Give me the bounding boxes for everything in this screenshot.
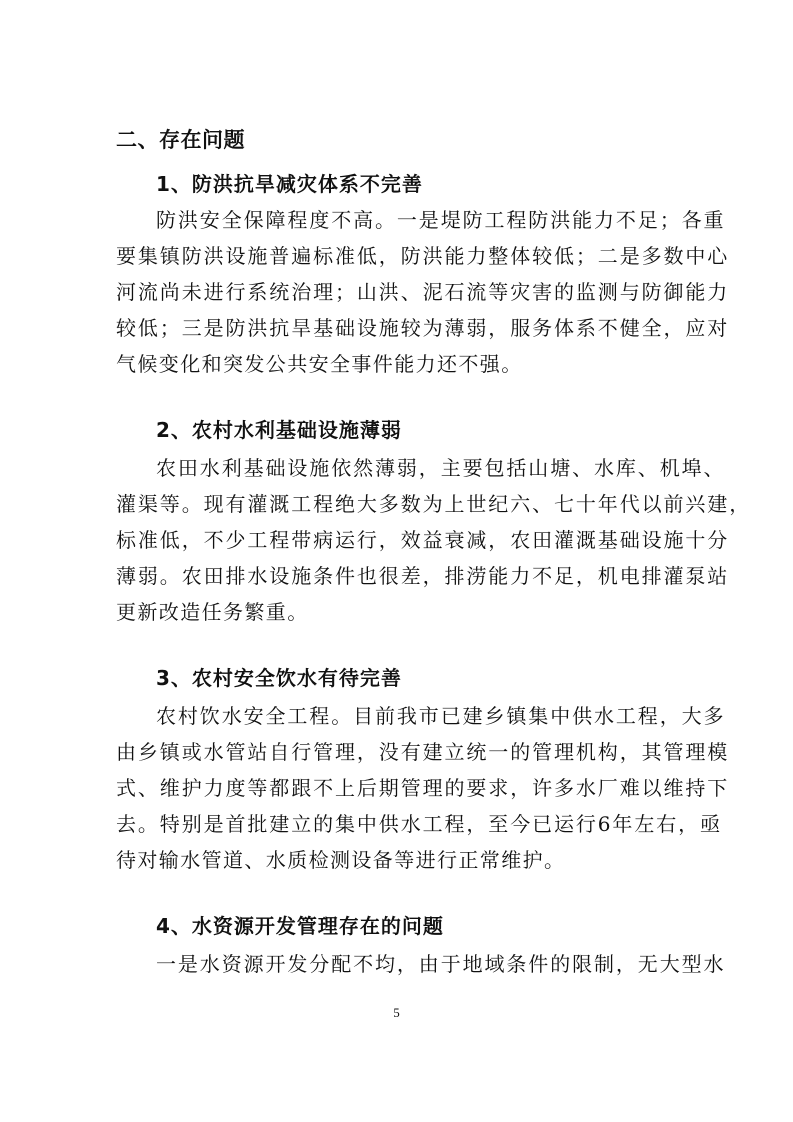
subsection-paragraph-4 bbox=[116, 946, 726, 982]
subsection-heading-2: 2、农村水利基础设施薄弱 bbox=[156, 418, 402, 442]
paragraph-line: 较低；三是防洪抗旱基础设施较为薄弱，服务体系不健全，应对 bbox=[116, 316, 730, 340]
subsection-paragraph-1 bbox=[116, 202, 730, 382]
paragraph-line: 标准低，不少工程带病运行，效益衰减，农田灌溉基础设施十分 bbox=[116, 528, 730, 552]
paragraph-line: 要集镇防洪设施普遍标准低，防洪能力整体较低；二是多数中心 bbox=[116, 244, 730, 268]
section-title: 二、存在问题 bbox=[116, 128, 245, 152]
paragraph-line: 农村饮水安全工程。目前我市已建乡镇集中供水工程，大多 bbox=[156, 704, 726, 728]
paragraph-line: 防洪安全保障程度不高。一是堤防工程防洪能力不足；各重 bbox=[156, 208, 726, 232]
subsection-heading-1: 1、防洪抗旱减灾体系不完善 bbox=[156, 172, 423, 196]
page-number: 5 bbox=[393, 1005, 400, 1020]
paragraph-line: 去。特别是首批建立的集中供水工程，至今已运行6年左右，亟 bbox=[116, 812, 722, 836]
paragraph-line: 式、维护力度等都跟不上后期管理的要求，许多水厂难以维持下 bbox=[116, 776, 730, 800]
paragraph-line: 气候变化和突发公共安全事件能力还不强。 bbox=[116, 352, 523, 376]
paragraph-line: 灌渠等。现有灌溉工程绝大多数为上世纪六、七十年代以前兴建， bbox=[116, 492, 752, 516]
subsection-paragraph-2 bbox=[116, 450, 752, 630]
paragraph-line: 待对输水管道、水质检测设备等进行正常维护。 bbox=[116, 848, 566, 872]
paragraph-line: 由乡镇或水管站自行管理，没有建立统一的管理机构，其管理模 bbox=[116, 740, 730, 764]
subsection-paragraph-3 bbox=[116, 698, 730, 878]
paragraph-line: 一是水资源开发分配不均，由于地域条件的限制，无大型水 bbox=[156, 952, 726, 976]
paragraph-line: 农田水利基础设施依然薄弱，主要包括山塘、水库、机埠、 bbox=[156, 456, 726, 480]
paragraph-line: 河流尚未进行系统治理；山洪、泥石流等灾害的监测与防御能力 bbox=[116, 280, 730, 304]
paragraph-line: 薄弱。农田排水设施条件也很差，排涝能力不足，机电排灌泵站 bbox=[116, 564, 730, 588]
subsection-heading-4: 4、水资源开发管理存在的问题 bbox=[156, 914, 444, 938]
subsection-heading-3: 3、农村安全饮水有待完善 bbox=[156, 666, 402, 690]
paragraph-line: 更新改造任务繁重。 bbox=[116, 600, 309, 624]
